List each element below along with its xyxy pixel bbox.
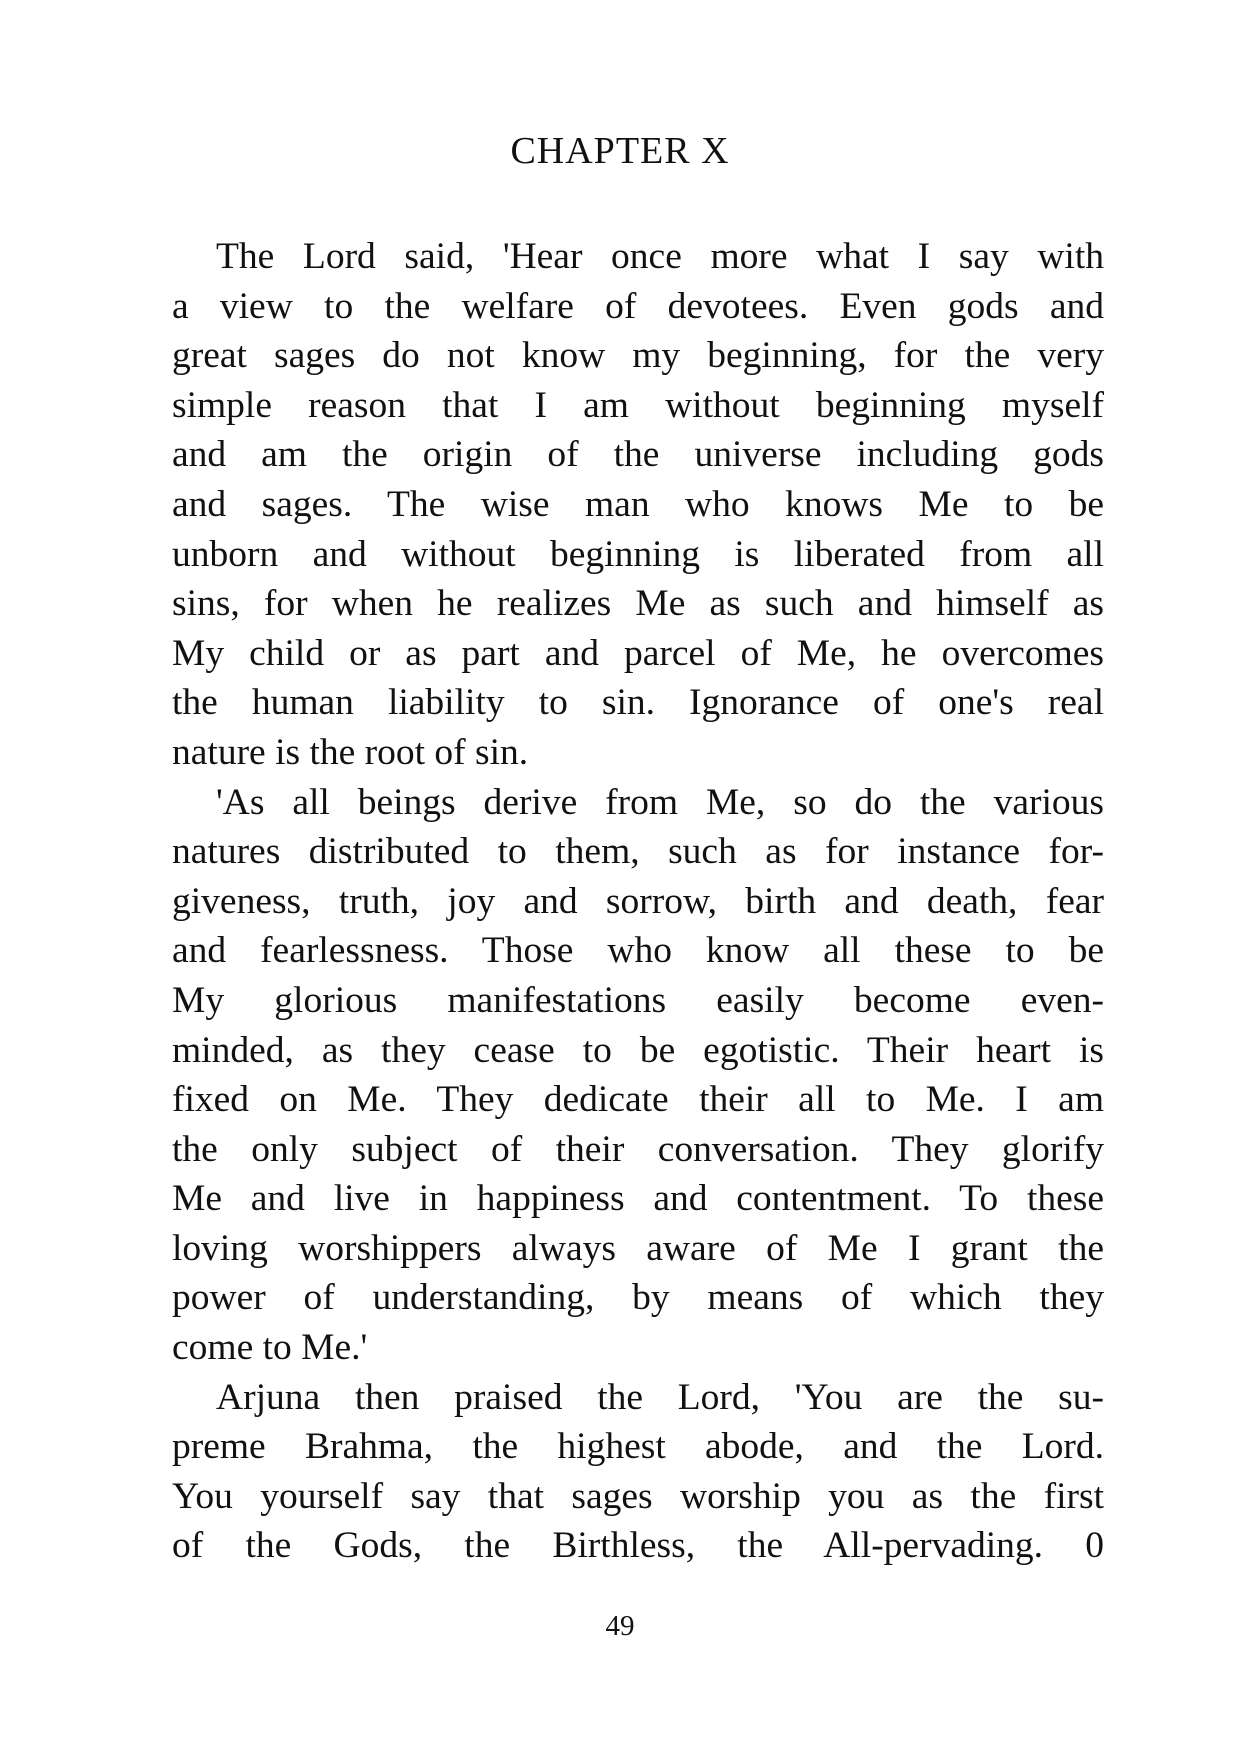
text-line: My child or as part and parcel of Me, he overcomes — [172, 632, 1104, 674]
text-line: of the Gods, the Birthless, the All-pervading. 0 — [172, 1525, 1104, 1567]
text-line: great sages do not know my beginning, for the very — [172, 335, 1104, 377]
text-line: giveness, truth, joy and sorrow, birth and death, fear — [172, 880, 1104, 922]
text-line: minded, as they cease to be egotistic. Their heart is — [172, 1029, 1104, 1071]
paragraph-1 — [172, 232, 1104, 778]
chapter-title: CHAPTER X — [510, 130, 730, 172]
text-line: simple reason that I am without beginning myself — [172, 384, 1104, 426]
text-line: sins, for when he realizes Me as such and himself as — [172, 583, 1104, 625]
text-line: the human liability to sin. Ignorance of one's real — [172, 682, 1104, 724]
text-line: and sages. The wise man who knows Me to be — [172, 483, 1104, 525]
text-line: and fearlessness. Those who know all these to be — [172, 930, 1104, 972]
text-line: Arjuna then praised the Lord, 'You are the su- — [216, 1376, 1104, 1418]
text-line: nature is the root of sin. — [172, 731, 529, 773]
text-line: unborn and without beginning is liberated from all — [172, 533, 1104, 575]
text-line: The Lord said, 'Hear once more what I say with — [216, 236, 1104, 277]
page-number: 49 — [605, 1610, 635, 1642]
text-line: 'As all beings derive from Me, so do the various — [216, 781, 1104, 823]
text-line: power of understanding, by means of which they — [172, 1277, 1104, 1319]
text-line: and am the origin of the universe including gods — [172, 434, 1104, 476]
text-line: My glorious manifestations easily become even- — [172, 979, 1104, 1021]
text-line: the only subject of their conversation. They glorify — [172, 1128, 1104, 1170]
text-line: come to Me.' — [172, 1327, 368, 1369]
text-line: a view to the welfare of devotees. Even gods and — [172, 285, 1104, 327]
text-line: natures distributed to them, such as for instance for- — [172, 831, 1104, 873]
paragraph-2 — [172, 778, 1104, 1373]
text-line: preme Brahma, the highest abode, and the Lord. — [172, 1426, 1104, 1468]
paragraph-3 — [172, 1373, 1104, 1571]
body-text — [172, 232, 1104, 1571]
text-line: fixed on Me. They dedicate their all to Me. I am — [172, 1079, 1104, 1121]
text-line: Me and live in happiness and contentment. To these — [172, 1178, 1104, 1220]
text-line: You yourself say that sages worship you as the first — [172, 1475, 1104, 1517]
text-line: loving worshippers always aware of Me I grant the — [172, 1227, 1104, 1269]
